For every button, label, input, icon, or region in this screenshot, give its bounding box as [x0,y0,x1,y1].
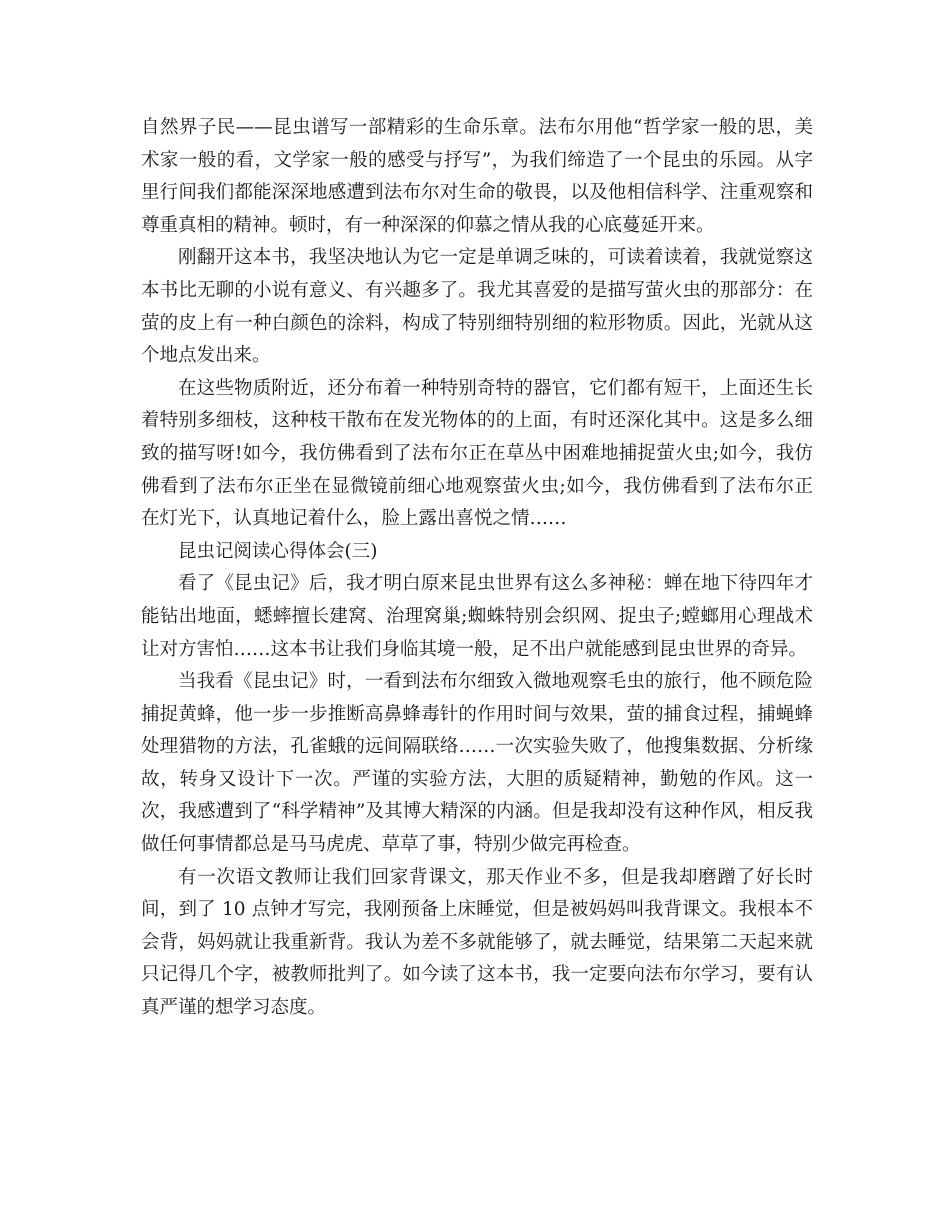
paragraph-2: 刚翻开这本书，我坚决地认为它一定是单调乏味的，可读着读着，我就觉察这本书比无聊的小说有意义、有兴趣多了。我尤其喜爱的是描写萤火虫的那部分：在萤的皮上有一种白颜色的涂料，构成了特别细特别细的粒形物质。因此，光就从这个地点发出来。 [141,247,813,367]
paragraph-5: 当我看《昆虫记》时，一看到法布尔细致入微地观察毛虫的旅行，他不顾危险捕捉黄蜂，他一步一步推断高鼻蜂毒针的作用时间与效果，萤的捕食过程，捕蝇蜂处理猎物的方法，孔雀蛾的远间隔联络……一次实验失败了，他搜集数据、分析缘故，转身又设计下一次。严谨的实验方法，大胆的质疑精神，勤勉的作风。这一次，我感遭到了“科学精神”及其博大精深的内涵。但是我却没有这种作风，相反我做任何事情都总是马马虎虎、草草了事，特别少做完再检查。 [141,671,813,856]
paragraph-3: 在这些物质附近，还分布着一种特别奇特的器官，它们都有短干，上面还生长着特别多细枝，这种枝干散布在发光物体的的上面，有时还深化其中。这是多么细致的描写呀!如今，我仿佛看到了法布尔正在草丛中困难地捕捉萤火虫;如今，我仿佛看到了法布尔正坐在显微镜前细心地观察萤火虫;如今，我仿佛看到了法布尔正在灯光下，认真地记着什么，脸上露出喜悦之情…… [141,377,813,530]
paragraph-6: 有一次语文教师让我们回家背课文，那天作业不多，但是我却磨蹭了好长时间，到了 10 点钟才写完，我刚预备上床睡觉，但是被妈妈叫我背课文。我根本不会背，妈妈就让我重新背。我认为差不多就能够了，就去睡觉，结果第二天起来就只记得几个字，被教师批判了。如今读了这本书，我一定要向法布尔学习，要有认真严谨的想学习态度。 [141,866,813,1019]
document-body [141,112,813,1025]
paragraph-1: 自然界子民——昆虫谱写一部精彩的生命乐章。法布尔用他“哲学家一般的思，美术家一般的看，文学家一般的感受与抒写”，为我们缔造了一个昆虫的乐园。从字里行间我们都能深深地感遭到法布尔对生命的敬畏，以及他相信科学、注重观察和尊重真相的精神。顿时，有一种深深的仰慕之情从我的心底蔓延开来。 [141,117,813,236]
paragraph-4: 看了《昆虫记》后，我才明白原来昆虫世界有这么多神秘：蝉在地下待四年才能钻出地面，蟋蟀擅长建窝、治理窝巢;蜘蛛特别会织网、捉虫子;螳螂用心理战术让对方害怕……这本书让我们身临其境一般，足不出户就能感到昆虫世界的奇异。 [141,573,813,660]
section-heading: 昆虫记阅读心得体会(三) [178,540,378,562]
